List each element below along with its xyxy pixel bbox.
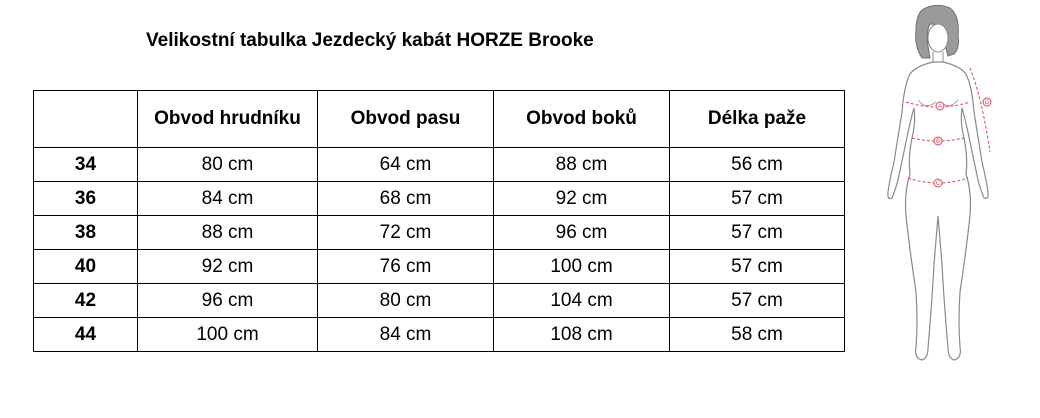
size-cell: 44 [34,318,138,352]
arm-cell: 57 cm [670,250,845,284]
marker-a-label: A [937,104,943,110]
marker-d-label: D [984,100,990,106]
body-measurement-figure [870,2,1015,372]
table-row [34,216,845,250]
size-cell: 34 [34,148,138,182]
waist-cell: 80 cm [318,284,494,318]
header-chest: Obvod hrudníku [138,91,318,148]
chest-cell: 80 cm [138,148,318,182]
page-title: Velikostní tabulka Jezdecký kabát HORZE Brooke [146,30,594,51]
hips-cell: 92 cm [494,182,670,216]
waist-cell: 72 cm [318,216,494,250]
size-cell: 42 [34,284,138,318]
body-silhouette-icon [870,2,1015,372]
arm-cell: 57 cm [670,216,845,250]
arm-cell: 56 cm [670,148,845,182]
size-table [33,90,845,352]
hips-cell: 100 cm [494,250,670,284]
marker-c-label: C [935,181,941,187]
chest-cell: 96 cm [138,284,318,318]
arm-cell: 57 cm [670,284,845,318]
arm-cell: 57 cm [670,182,845,216]
size-cell: 36 [34,182,138,216]
header-row [34,91,845,148]
waist-cell: 84 cm [318,318,494,352]
waist-cell: 76 cm [318,250,494,284]
waist-cell: 64 cm [318,148,494,182]
table-row [34,250,845,284]
waist-cell: 68 cm [318,182,494,216]
hips-cell: 96 cm [494,216,670,250]
chest-cell: 88 cm [138,216,318,250]
hips-cell: 88 cm [494,148,670,182]
marker-b-label: B [935,139,941,145]
hips-cell: 104 cm [494,284,670,318]
header-size [34,91,138,148]
table-row [34,284,845,318]
arm-cell: 58 cm [670,318,845,352]
header-hips: Obvod boků [494,91,670,148]
table-row [34,182,845,216]
size-cell: 40 [34,250,138,284]
table-row [34,148,845,182]
chest-cell: 100 cm [138,318,318,352]
size-cell: 38 [34,216,138,250]
table-row [34,318,845,352]
chest-cell: 92 cm [138,250,318,284]
header-waist: Obvod pasu [318,91,494,148]
chest-cell: 84 cm [138,182,318,216]
hips-cell: 108 cm [494,318,670,352]
header-arm-length: Délka paže [670,91,845,148]
